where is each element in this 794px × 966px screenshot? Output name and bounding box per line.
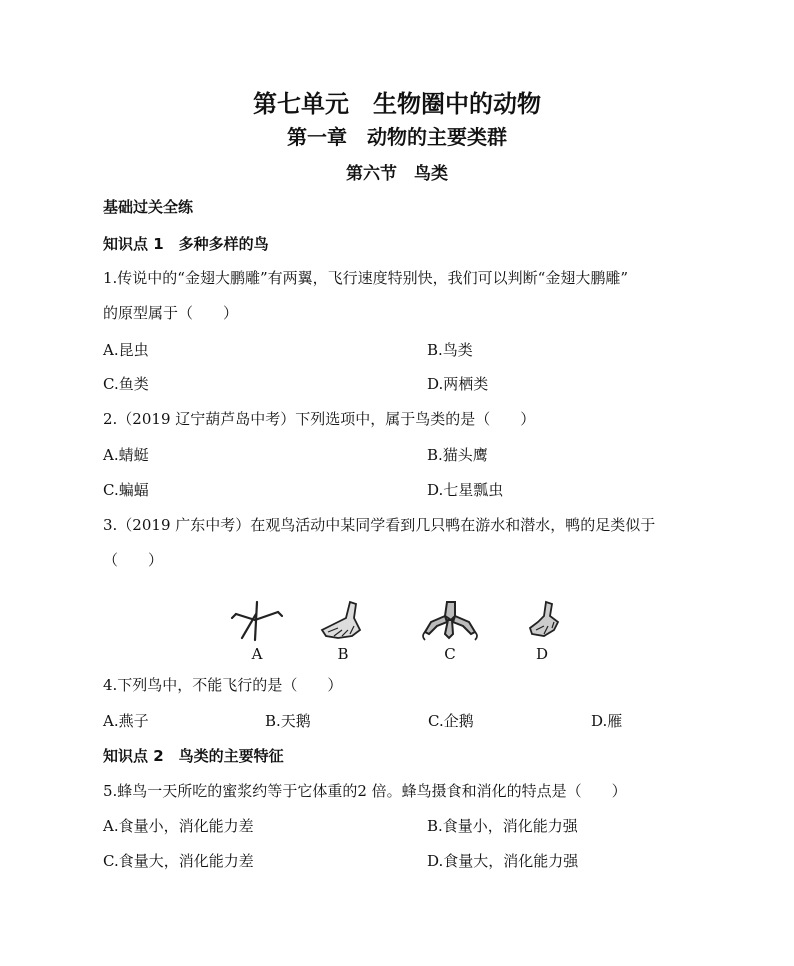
unit-title: 第七单元 生物圈中的动物	[253, 90, 541, 118]
question-2-option-c: C.蝙蝠	[103, 481, 149, 499]
section-title: 第六节 鸟类	[346, 164, 448, 184]
question-1-option-a: A.昆虫	[103, 341, 149, 359]
figure-label-d: D	[535, 645, 549, 663]
question-4-option-b: B.天鹅	[265, 712, 311, 730]
bird-foot-b-icon	[308, 600, 378, 642]
bird-feet-figure	[220, 600, 580, 665]
question-5-option-b: B.食量小，消化能力强	[427, 817, 578, 835]
question-5-option-d: D.食量大，消化能力强	[427, 852, 579, 870]
question-2-text: 2.（2019 辽宁葫芦岛中考）下列选项中，属于鸟类的是（ ）	[103, 410, 536, 428]
bird-foot-a-icon	[222, 600, 292, 642]
question-4-text: 4.下列鸟中，不能飞行的是（ ）	[103, 676, 343, 694]
question-3-text: 3.（2019 广东中考）在观鸟活动中某同学看到几只鸭在游水和潜水，鸭的足类似于	[103, 516, 656, 534]
bird-foot-c-icon	[415, 600, 485, 642]
question-2-option-b: B.猫头鹰	[427, 446, 488, 464]
figure-label-b: B	[337, 645, 349, 663]
question-4-option-d: D.雁	[591, 712, 623, 730]
question-1-option-d: D.两栖类	[427, 375, 489, 393]
bird-foot-d-icon	[510, 600, 580, 642]
knowledge-point-heading: 知识点 1 多种多样的鸟	[103, 235, 269, 253]
section-heading: 基础过关全练	[103, 198, 194, 216]
question-5-text: 5.蜂鸟一天所吃的蜜浆约等于它体重的2 倍。蜂鸟摄食和消化的特点是（ ）	[103, 782, 627, 800]
question-3-text-cont: （ ）	[103, 551, 164, 569]
chapter-title: 第一章 动物的主要类群	[287, 125, 507, 149]
figure-label-c: C	[444, 645, 456, 663]
question-2-option-a: A.蜻蜓	[103, 446, 149, 464]
question-1-option-c: C.鱼类	[103, 375, 149, 393]
knowledge-point-heading: 知识点 2 鸟类的主要特征	[103, 747, 284, 765]
question-1-text-cont: 的原型属于（ ）	[103, 304, 239, 322]
question-5-option-c: C.食量大，消化能力差	[103, 852, 254, 870]
figure-label-a: A	[251, 645, 263, 663]
question-1-option-b: B.鸟类	[427, 341, 473, 359]
question-5-option-a: A.食量小，消化能力差	[103, 817, 254, 835]
question-1-text: 1.传说中的“金翅大鹏雕”有两翼，飞行速度特别快，我们可以判断“金翅大鹏雕”	[103, 269, 628, 287]
question-4-option-a: A.燕子	[103, 712, 149, 730]
question-4-option-c: C.企鹅	[428, 712, 474, 730]
question-2-option-d: D.七星瓢虫	[427, 481, 504, 499]
